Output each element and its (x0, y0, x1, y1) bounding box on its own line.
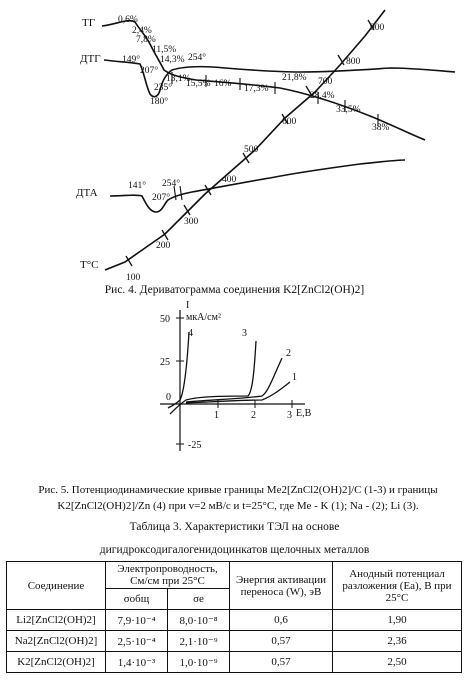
tg-percent-label: 17,3% (244, 84, 269, 94)
cell-sigma-e: 1,0·10⁻⁹ (168, 652, 230, 673)
header-conductivity: Электропроводность, См/см при 25°C (106, 562, 230, 589)
figure5-caption: Рис. 5. Потенциодинамические кривые границы Me2[ZnCl2(OH)2]/C (1-3) и границы K2[ZnCl2(OH)2]/Zn (4) при v=2 мВ/с и t=25°C, где Ме - K (1); Na - (2); Li (3). (38, 484, 438, 512)
tg-percent-label: 13,1% (166, 74, 191, 84)
tg-percent-label: 33,5% (336, 105, 361, 115)
temperature-tick-label: 800 (346, 57, 361, 67)
table3-title: Таблица 3. Характеристики ТЭЛ на основе дигидроксодигалогенидоцинкатов щелочных металлов (99, 521, 370, 556)
header-activation: Энергия активации переноса (W), эВ (230, 562, 333, 610)
y-tick-label: -25 (188, 440, 202, 451)
curve-number: 1 (292, 372, 297, 383)
derivatogram (0, 0, 469, 300)
x-axis-label: E,B (296, 408, 312, 419)
dtg-temperature-label: 180° (150, 97, 169, 107)
tg-label: ТГ (82, 17, 96, 29)
dta-temperature-label: 207° (152, 193, 171, 203)
potentiodynamic-plot (0, 296, 469, 466)
tg-percent-label: 2,4% (132, 26, 152, 36)
curve-4 (168, 332, 189, 408)
cell-activation: 0,57 (230, 631, 333, 652)
cell-sigma-e: 8,0·10⁻⁸ (168, 610, 230, 631)
cell-sigma-e: 2,1·10⁻⁹ (168, 631, 230, 652)
figure4-caption: Рис. 4. Дериватограмма соединения K2[ZnCl2(OH)2] (104, 284, 365, 296)
dta-temperature-label: 141° (128, 181, 147, 191)
cell-activation: 0,6 (230, 610, 333, 631)
temperature-label: T°C (80, 259, 99, 271)
y-axis-label: I (186, 300, 190, 311)
header-compound: Соединение (7, 562, 106, 610)
temperature-tick-label: 300 (184, 217, 199, 227)
cell-sigma-total: 1,4·10⁻³ (106, 652, 168, 673)
table-header-row (7, 562, 462, 589)
cell-activation: 0,57 (230, 652, 333, 673)
header-sigma-total: σобщ (106, 589, 168, 610)
dtg-label: ДТГ (80, 53, 101, 65)
cell-sigma-total: 7,9·10⁻⁴ (106, 610, 168, 631)
tg-percent-label: 38% (372, 123, 390, 133)
dta-curve (110, 160, 405, 212)
temperature-tick-label: 400 (222, 175, 237, 185)
dtg-temperature-label: 149° (122, 55, 141, 65)
tg-percent-label: 28,4% (310, 91, 335, 101)
temperature-curve (105, 10, 385, 270)
tg-percent-label: 14,3% (160, 55, 185, 65)
tg-percent-label: 15,5% (186, 79, 211, 89)
tg-percent-label: 0,6% (118, 15, 138, 25)
table-row (7, 631, 462, 652)
cell-anodic: 1,90 (333, 610, 462, 631)
tg-percent-label: 16% (214, 79, 232, 89)
curve-number: 4 (188, 328, 193, 339)
curve-1 (186, 382, 290, 403)
tg-percent-label: 21,8% (282, 73, 307, 83)
cell-anodic: 2,36 (333, 631, 462, 652)
temperature-tick-label: 700 (318, 77, 333, 87)
cell-compound: K2[ZnCl2(OH)2] (7, 652, 106, 673)
table-row (7, 610, 462, 631)
temperature-tick-label: 600 (282, 117, 297, 127)
temperature-tick-label: 500 (244, 145, 259, 155)
x-tick-label: 3 (287, 410, 292, 421)
dta-label: ДТА (76, 187, 98, 199)
tg-percent-label: 7,8% (136, 35, 156, 45)
characteristics-table (6, 561, 462, 673)
table-row (7, 652, 462, 673)
dtg-temperature-label: 254° (188, 53, 207, 63)
y-unit-label: мкА/см² (186, 312, 221, 323)
temperature-tick-label: 900 (370, 23, 385, 33)
y-tick-label: 25 (160, 357, 170, 368)
cell-anodic: 2,50 (333, 652, 462, 673)
cell-compound: Li2[ZnCl2(OH)2] (7, 610, 106, 631)
curve-2 (186, 358, 282, 402)
curve-number: 2 (286, 348, 291, 359)
x-tick-label: 2 (251, 410, 256, 421)
dtg-temperature-label: 235° (154, 83, 173, 93)
curve-number: 3 (242, 328, 247, 339)
header-anodic: Анодный потенциал разложения (Eа), В при 25°C (333, 562, 462, 610)
curve-3 (170, 341, 256, 414)
temperature-tick-label: 200 (156, 241, 171, 251)
cell-sigma-total: 2,5·10⁻⁴ (106, 631, 168, 652)
dta-temperature-label: 254° (162, 179, 181, 189)
y-tick-label: 50 (160, 314, 170, 325)
header-sigma-e: σе (168, 589, 230, 610)
dtg-temperature-label: 207° (140, 66, 159, 76)
y-tick-label: 0 (166, 392, 171, 403)
x-tick-label: 1 (214, 410, 219, 421)
tg-percent-label: 11,5% (152, 45, 177, 55)
cell-compound: Na2[ZnCl2(OH)2] (7, 631, 106, 652)
temperature-tick-label: 100 (126, 273, 141, 283)
